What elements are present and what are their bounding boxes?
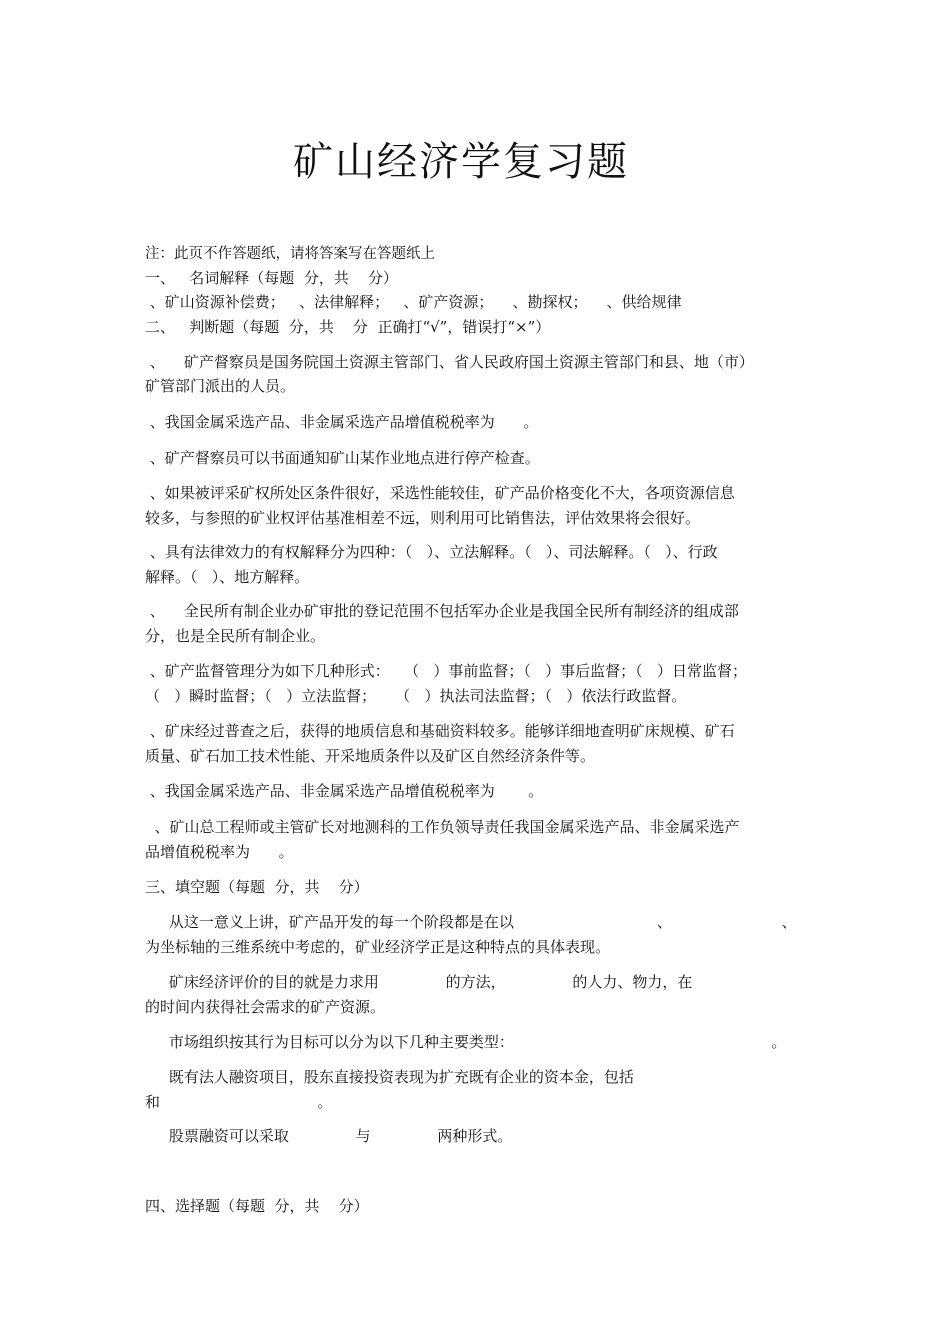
text-line: 较多，与参照的矿业权评估基准相差不远，则利用可比销售法，评估效果将会很好。: [145, 509, 701, 527]
page-title: 矿山经济学复习题: [293, 139, 629, 185]
text-line: 、矿产督察员可以书面通知矿山某作业地点进行停产检查。: [145, 449, 540, 467]
section-heading: 二、 判断题（每题 分，共 分 正确打“√”，错误打“×”）: [145, 318, 551, 336]
text-line: 、 全民所有制企业办矿审批的登记范围不包括军办企业是我国全民所有制经济的组成部: [145, 602, 739, 620]
instruction-note: 注：此页不作答题纸，请将答案写在答题纸上: [145, 246, 435, 262]
text-line: （ ）瞬时监督；（ ）立法监督； （ ）执法司法监督；（ ）依法行政监督。: [145, 687, 687, 705]
section-heading: 一、 名词解释（每题 分，共 分）: [145, 269, 398, 287]
text-line: 、如果被评采矿权所处区条件很好，采选性能较佳，矿产品价格变化不大，各项资源信息: [145, 484, 735, 502]
section-heading: 三、填空题（每题 分，共 分）: [145, 878, 369, 896]
text-line: 股票融资可以采取 与 两种形式。: [145, 1127, 513, 1145]
text-line: 、我国金属采选产品、非金属采选产品增值税税率为 。: [145, 413, 539, 431]
text-line: 矿管部门派出的人员。: [145, 377, 296, 395]
text-line: 、矿山资源补偿费； 、法律解释； 、矿产资源； 、勘探权； 、供给规律: [145, 293, 682, 311]
text-line: 的时间内获得社会需求的矿产资源。: [145, 998, 386, 1016]
text-line: 市场组织按其行为目标可以分为以下几种主要类型： 。: [145, 1033, 787, 1051]
text-line: 解释。（ ）、地方解释。: [145, 568, 310, 586]
text-line: 、具有法律效力的有权解释分为四种：（ ）、立法解释。（ ）、司法解释。（ ）、行政: [145, 543, 718, 561]
text-line: 从这一意义上讲，矿产品开发的每一个阶段都是在以 、 、: [145, 913, 797, 931]
text-line: 分，也是全民所有制企业。: [145, 627, 326, 645]
text-line: 、矿床经过普查之后，获得的地质信息和基础资料较多。能够详细地查明矿床规模、矿石: [145, 722, 735, 740]
text-line: 、 矿产督察员是国务院国土资源主管部门、省人民政府国土资源主管部门和县、地（市）: [145, 353, 754, 371]
text-line: 质量、矿石加工技术性能、开采地质条件以及矿区自然经济条件等。: [145, 747, 596, 765]
text-line: 矿床经济评价的目的就是力求用 的方法， 的人力、物力，在: [145, 973, 693, 991]
text-line: 和 。: [145, 1093, 333, 1111]
text-line: 品增值税税率为 。: [145, 843, 294, 861]
text-line: 为坐标轴的三维系统中考虑的，矿业经济学正是这种特点的具体表现。: [145, 938, 611, 956]
text-line: 既有法人融资项目，股东直接投资表现为扩充既有企业的资本金，包括: [145, 1068, 634, 1086]
text-line: 、矿山总工程师或主管矿长对地测科的工作负领导责任我国金属采选产品、非金属采选产: [145, 818, 740, 836]
text-line: 、矿产监督管理分为如下几种形式： （ ）事前监督；（ ）事后监督；（ ）日常监督；: [145, 662, 747, 680]
text-line: 、我国金属采选产品、非金属采选产品增值税税率为 。: [145, 782, 544, 800]
section-heading: 四、选择题（每题 分，共 分）: [145, 1197, 369, 1215]
